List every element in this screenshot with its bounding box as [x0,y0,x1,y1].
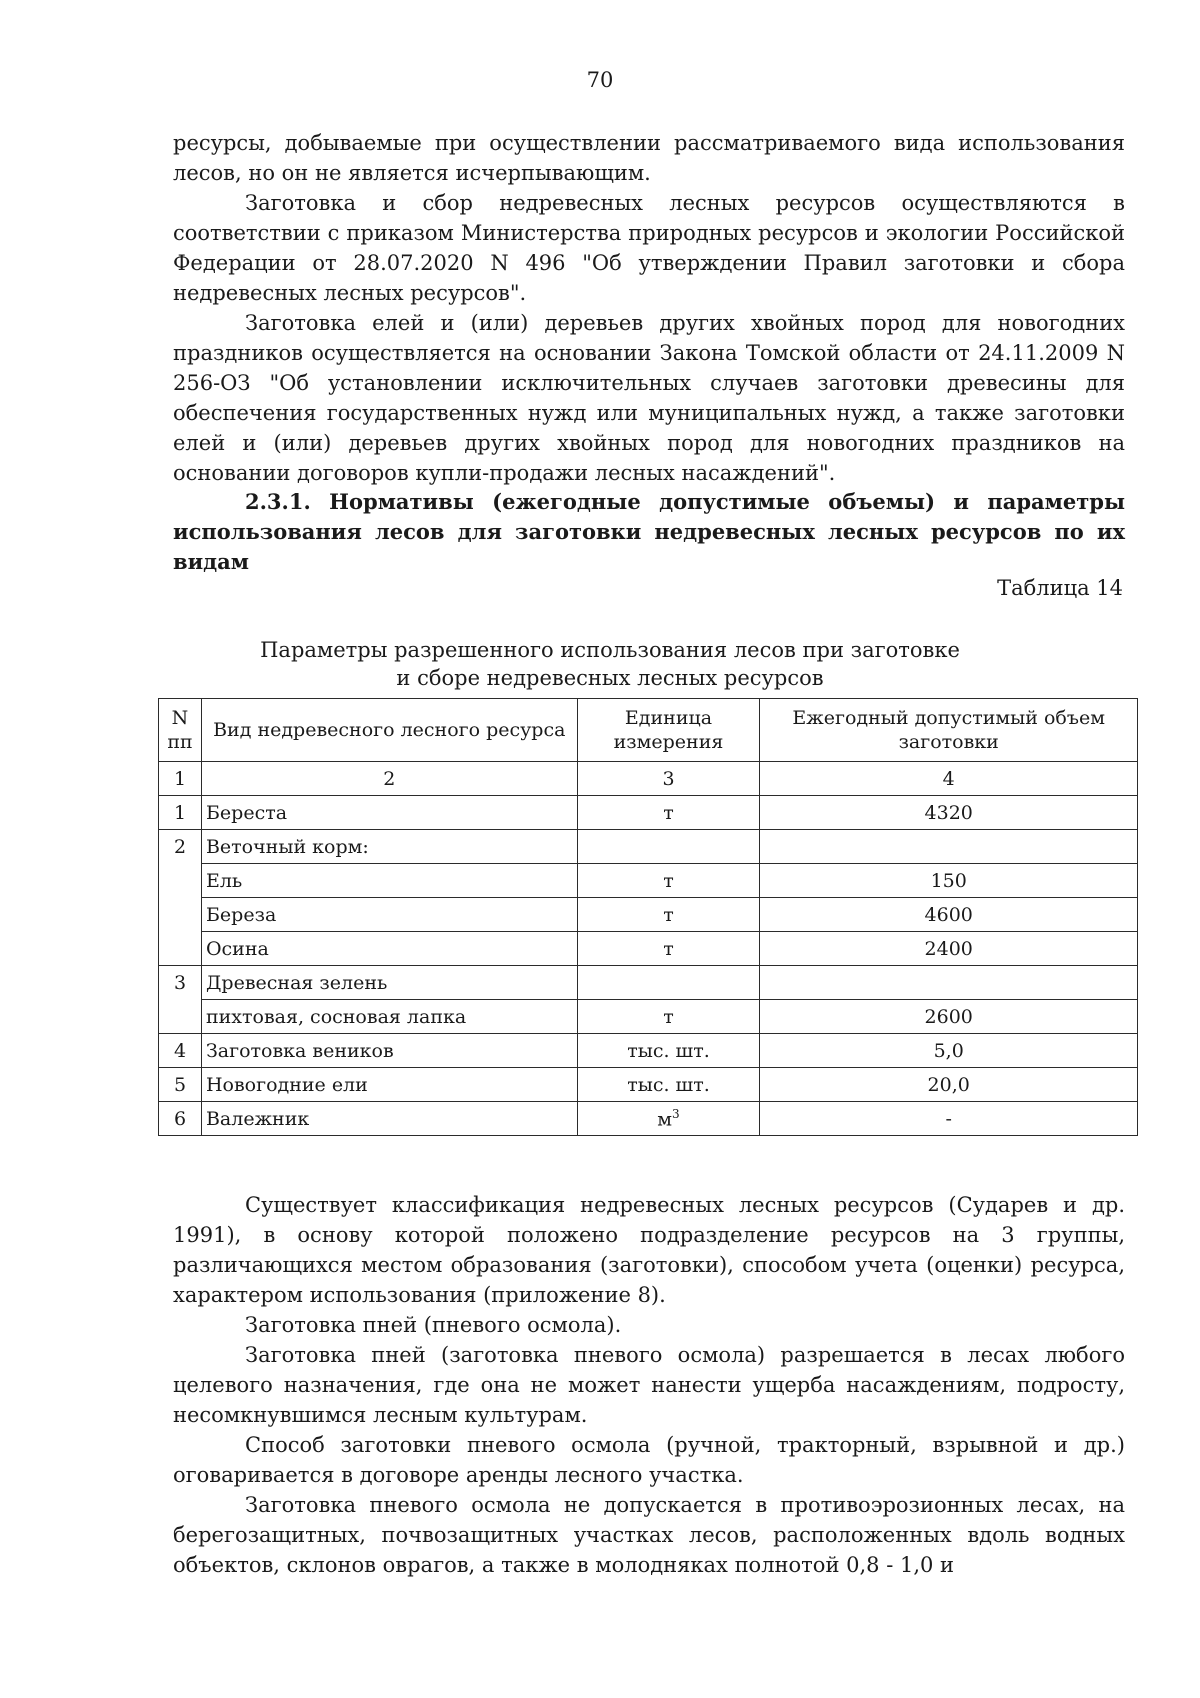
table-row [159,796,1138,830]
table-row [159,864,1138,898]
text-block-bottom [173,1190,1125,1580]
cell-unit [577,1102,760,1136]
cell-resource: Валежник [201,1102,577,1136]
cell-volume: 4600 [760,898,1138,932]
header-unit: Единица измерения [577,699,760,762]
resources-table [158,698,1138,1136]
paragraph: Заготовка пней (заготовка пневого осмола) разрешается в лесах любого целевого назначения, где она не может нанести ущерба насаждениям, подросту, несомкнувшимся лесным культурам. [173,1343,1125,1427]
cell-unit [577,966,760,1000]
section-heading: 2.3.1. Нормативы (ежегодные допустимые объемы) и параметры использования лесов для заготовки недревесных лесных ресурсов по их видам [173,489,1125,574]
cell-num: 6 [159,1102,202,1136]
cell-num: 3 [159,966,202,1034]
table-row [159,1068,1138,1102]
cell-unit [577,830,760,864]
cell: 4 [760,762,1138,796]
table-row [159,1102,1138,1136]
header-volume: Ежегодный допустимый объем заготовки [760,699,1138,762]
paragraph: Заготовка пней (пневого осмола). [245,1313,622,1337]
cell-unit: тыс. шт. [577,1034,760,1068]
cell-num: 1 [159,796,202,830]
table-row [159,830,1138,864]
cell-num: 5 [159,1068,202,1102]
cell-unit: т [577,1000,760,1034]
cell-resource: пихтовая, сосновая лапка [201,1000,577,1034]
cell-resource: Новогодние ели [201,1068,577,1102]
cell-volume: 2400 [760,932,1138,966]
unit-superscript: 3 [672,1106,680,1121]
cell-unit: тыс. шт. [577,1068,760,1102]
paragraph: ресурсы, добываемые при осуществлении рассматриваемого вида использования лесов, но он не является исчерпывающим. [173,131,1125,185]
cell-num: 4 [159,1034,202,1068]
column-number-row [159,762,1138,796]
cell-unit: т [577,932,760,966]
cell-volume [760,966,1138,1000]
cell-volume: - [760,1102,1138,1136]
cell-num: 2 [159,830,202,966]
cell-unit: т [577,898,760,932]
cell-unit: т [577,796,760,830]
page-number: 70 [586,68,614,92]
cell-resource: Береста [201,796,577,830]
cell-resource: Веточный корм: [201,830,577,864]
text-block-top [173,128,1125,488]
cell-resource: Береза [201,898,577,932]
cell-resource: Древесная зелень [201,966,577,1000]
table-row [159,932,1138,966]
paragraph: Существует классификация недревесных лесных ресурсов (Сударев и др. 1991), в основу которой положено подразделение ресурсов на 3 группы, различающихся местом образования (заготовки), способом учета (оценки) ресурса, характером использования (приложение 8). [173,1193,1125,1307]
cell-volume: 20,0 [760,1068,1138,1102]
header-resource: Вид недревесного лесного ресурса [201,699,577,762]
cell-resource: Ель [201,864,577,898]
table-row [159,1034,1138,1068]
paragraph: Заготовка и сбор недревесных лесных ресурсов осуществляются в соответствии с приказом Министерства природных ресурсов и экологии Российской Федерации от 28.07.2020 N 496 "Об утверждении Правил заготовки и сбора недревесных лесных ресурсов". [173,191,1125,305]
cell-unit: т [577,864,760,898]
table-row [159,898,1138,932]
cell-resource: Заготовка веников [201,1034,577,1068]
cell-volume: 5,0 [760,1034,1138,1068]
unit-text: м [657,1108,673,1131]
paragraph: Заготовка елей и (или) деревьев других хвойных пород для новогодних праздников осуществляется на основании Закона Томской области от 24.11.2009 N 256-ОЗ "Об установлении исключительных случаев заготовки древесины для обеспечения государственных нужд или муниципальных нужд, а также заготовки елей и (или) деревьев других хвойных пород для новогодних праздников на основании договоров купли-продажи лесных насаждений". [173,311,1125,485]
paragraph: Способ заготовки пневого осмола (ручной, тракторный, взрывной и др.) оговаривается в договоре аренды лесного участка. [173,1433,1125,1487]
table-header-row [159,699,1138,762]
paragraph: Заготовка пневого осмола не допускается в противоэрозионных лесах, на берегозащитных, почвозащитных участках лесов, расположенных вдоль водных объектов, склонов оврагов, а также в молодняках полнотой 0,8 - 1,0 и [173,1493,1125,1577]
cell-volume: 2600 [760,1000,1138,1034]
table-row [159,966,1138,1000]
cell-volume [760,830,1138,864]
table-caption: Параметры разрешенного использования лесов при заготовке и сборе недревесных лесных ресурсов [260,638,960,690]
cell-volume: 4320 [760,796,1138,830]
table-label: Таблица 14 [997,576,1123,600]
table-row [159,1000,1138,1034]
cell: 2 [201,762,577,796]
cell-resource: Осина [201,932,577,966]
cell: 3 [577,762,760,796]
cell-volume: 150 [760,864,1138,898]
header-num: N пп [159,699,202,762]
cell: 1 [159,762,202,796]
